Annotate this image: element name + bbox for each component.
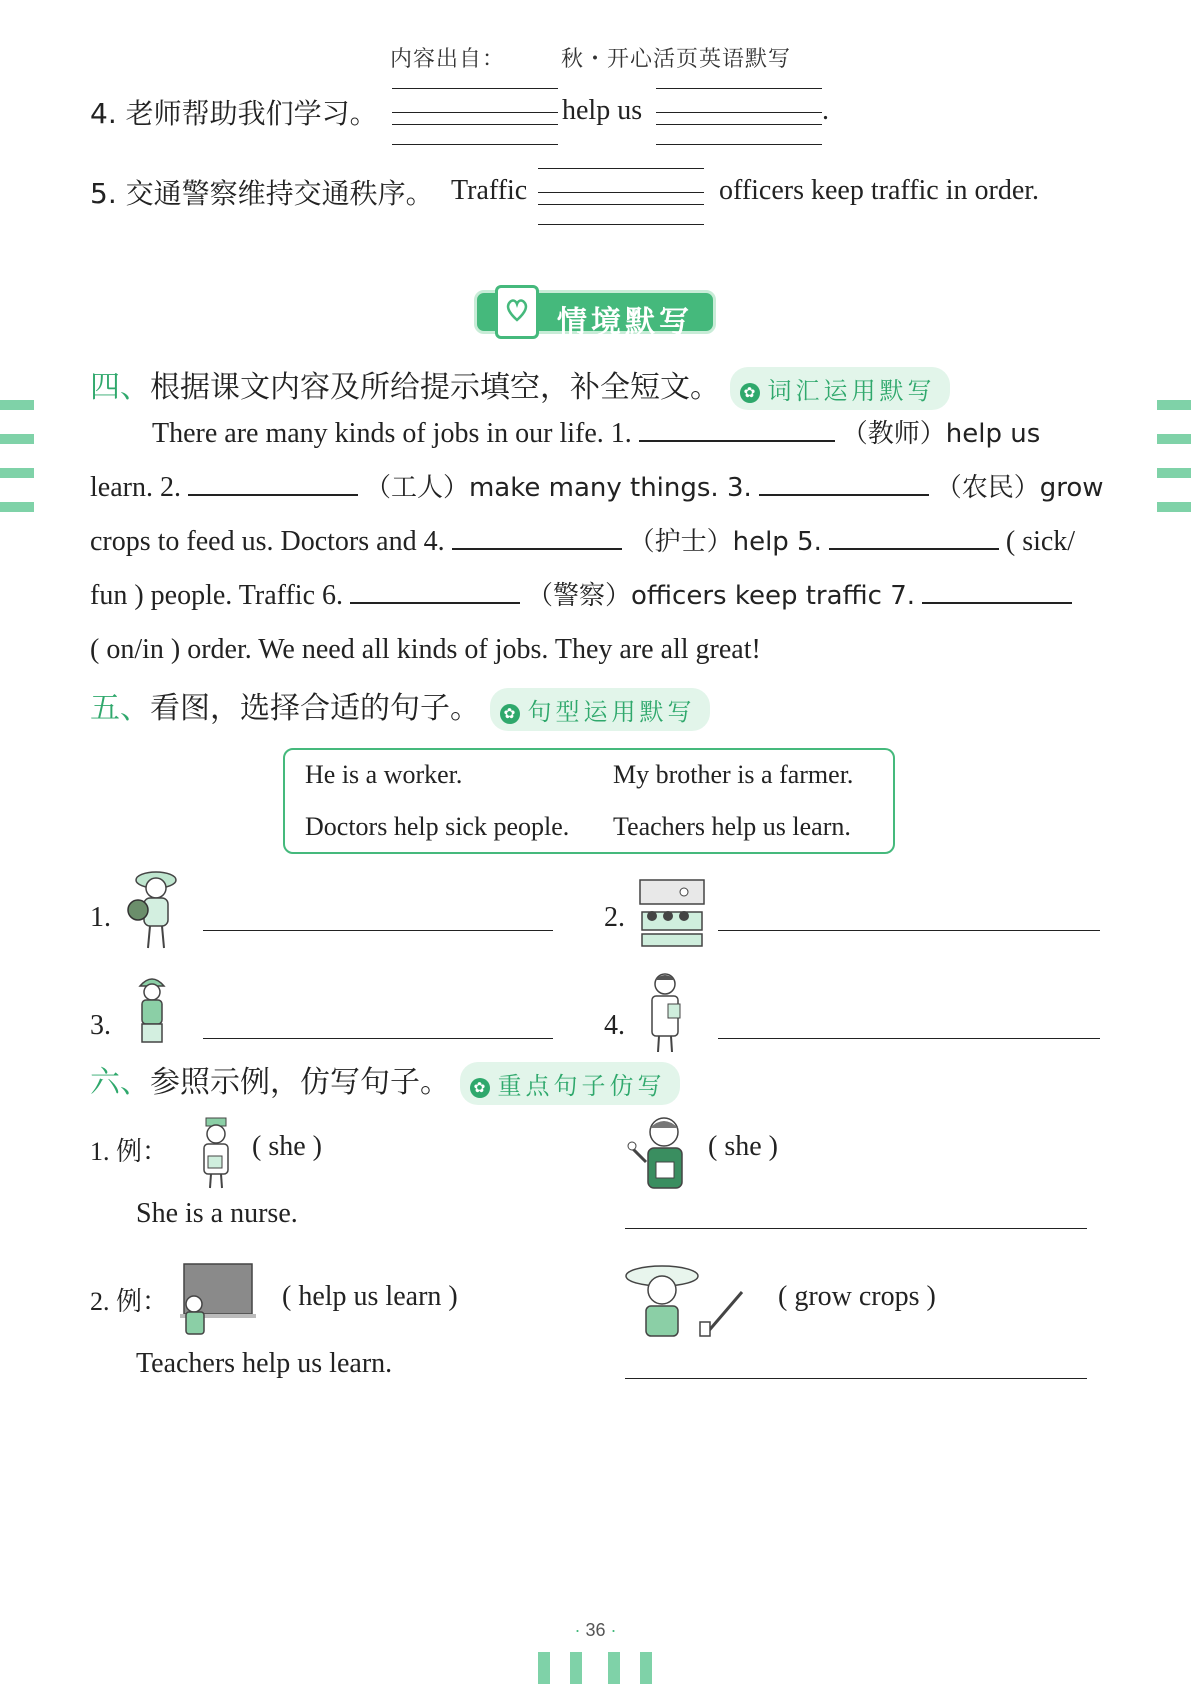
section-6-text: 参照示例，仿写句子。: [150, 1065, 450, 1100]
task-1-hint: ( she ): [708, 1131, 778, 1162]
para-line-5-text: ( on/in ) order. We need all kinds of jobs. They are all great!: [90, 634, 761, 665]
para-line-2-text: learn. 2.: [90, 472, 181, 503]
section-4-text: 根据课文内容及所给提示填空，补全短文。: [150, 370, 720, 405]
woman-worker-figure-icon: [624, 1112, 696, 1196]
para-line-4-mid: （警察）officers keep traffic 7.: [527, 581, 916, 611]
blank-6[interactable]: [350, 602, 520, 604]
para-line-1: [152, 407, 1040, 461]
item-5-blank[interactable]: [538, 164, 704, 228]
dot-right: ·: [605, 1620, 617, 1640]
page-number: [0, 1620, 1191, 1641]
s5-item-3-num: 3.: [90, 1010, 111, 1041]
option-1[interactable]: He is a worker.: [305, 760, 463, 789]
task-1-answer[interactable]: [625, 1228, 1087, 1229]
item-5-end: officers keep traffic in order.: [719, 175, 1040, 206]
farmer-hoe-figure-icon: [624, 1262, 748, 1338]
s5-answer-3[interactable]: [203, 1038, 553, 1039]
item-4-blank-2[interactable]: [656, 84, 822, 148]
source-label: 内容出自：: [390, 47, 506, 72]
teacher-blackboard-icon: [180, 1262, 256, 1336]
para-line-4-text: fun ) people. Traffic 6.: [90, 580, 343, 611]
example-1-sentence: She is a nurse.: [136, 1198, 298, 1229]
book-title: 秋・开心活页英语默写: [561, 47, 792, 72]
item-4-blank-1[interactable]: [392, 84, 558, 148]
task-2-hint: ( grow crops ): [778, 1281, 936, 1312]
s5-answer-2[interactable]: [718, 930, 1100, 931]
s5-answer-1[interactable]: [203, 930, 553, 931]
banner-label: 情境默写: [557, 305, 693, 340]
para-line-3-text: crops to feed us. Doctors and 4.: [90, 526, 445, 557]
para-line-3-hint: ( sick/: [1005, 526, 1076, 557]
para-line-2: [90, 461, 1104, 515]
section-6-tag-label: 重点句子仿写: [497, 1072, 666, 1100]
section-6-number: 六、: [90, 1065, 150, 1100]
nurse-figure-icon: [192, 1116, 240, 1190]
blank-5[interactable]: [829, 548, 999, 550]
option-2[interactable]: My brother is a farmer.: [613, 760, 854, 789]
page-number-value: 36: [585, 1620, 606, 1640]
s5-item-2-num: 2.: [604, 902, 625, 933]
section-6-tag: [460, 1062, 680, 1105]
section-4-title: [90, 362, 950, 410]
star-icon: ✿: [500, 704, 520, 724]
sentence-options-box: [283, 748, 895, 854]
s5-item-4-num: 4.: [604, 1010, 625, 1041]
item-5: [90, 172, 434, 212]
dot-left: ·: [574, 1620, 586, 1640]
section-5-title: [90, 683, 710, 731]
section-5-tag: [490, 688, 710, 731]
option-3[interactable]: Doctors help sick people.: [305, 812, 570, 841]
section-4-number: 四、: [90, 370, 150, 405]
section-6-title: [90, 1057, 680, 1105]
section-5-text: 看图，选择合适的句子。: [150, 691, 480, 726]
option-4[interactable]: Teachers help us learn.: [613, 812, 851, 841]
para-line-1-hint: （教师）help us: [841, 419, 1041, 449]
section-4-tag: [730, 367, 950, 410]
star-icon: ✿: [470, 1078, 490, 1098]
para-line-1-text: There are many kinds of jobs in our life. 1.: [152, 418, 632, 449]
para-line-2-mid: （工人）make many things. 3.: [364, 473, 752, 503]
page-header: [390, 42, 791, 73]
para-line-4: [90, 569, 1072, 623]
blank-2[interactable]: [188, 494, 358, 496]
para-line-3: [90, 515, 1075, 569]
classroom-figure-icon: [638, 878, 706, 948]
farmer-figure-icon: [120, 866, 182, 950]
star-icon: ✿: [740, 383, 760, 403]
example-2-hint: ( help us learn ): [282, 1281, 458, 1312]
s5-answer-4[interactable]: [718, 1038, 1100, 1039]
blank-3[interactable]: [759, 494, 929, 496]
section-5-tag-label: 句型运用默写: [527, 698, 696, 726]
example-1-hint: ( she ): [252, 1131, 322, 1162]
item-4-prompt: 4. 老师帮助我们学习。: [90, 97, 378, 130]
para-line-3-mid: （护士）help 5.: [628, 527, 822, 557]
item-5-lead: Traffic: [451, 175, 528, 206]
example-2-label: 2. 例：: [90, 1287, 169, 1316]
task-2-answer[interactable]: [625, 1378, 1087, 1379]
item-5-prompt: 5. 交通警察维持交通秩序。: [90, 177, 434, 210]
para-line-5: [90, 623, 761, 677]
section-5-number: 五、: [90, 691, 150, 726]
item-4: [90, 92, 378, 132]
doctor-figure-icon: [642, 970, 688, 1054]
example-1-label: 1. 例：: [90, 1137, 169, 1166]
para-line-2-hint: （农民）grow: [935, 473, 1104, 503]
s5-item-1-num: 1.: [90, 902, 111, 933]
heart-bookmark-icon: [495, 285, 539, 339]
blank-7[interactable]: [922, 602, 1072, 604]
item-4-mid: help us: [562, 95, 643, 126]
blank-4[interactable]: [452, 548, 622, 550]
example-2-sentence: Teachers help us learn.: [136, 1348, 393, 1379]
section-banner: [474, 290, 716, 340]
blank-1[interactable]: [639, 440, 835, 442]
section-4-tag-label: 词汇运用默写: [767, 377, 936, 405]
worker-figure-icon: [132, 972, 172, 1046]
item-4-end: .: [822, 95, 829, 126]
